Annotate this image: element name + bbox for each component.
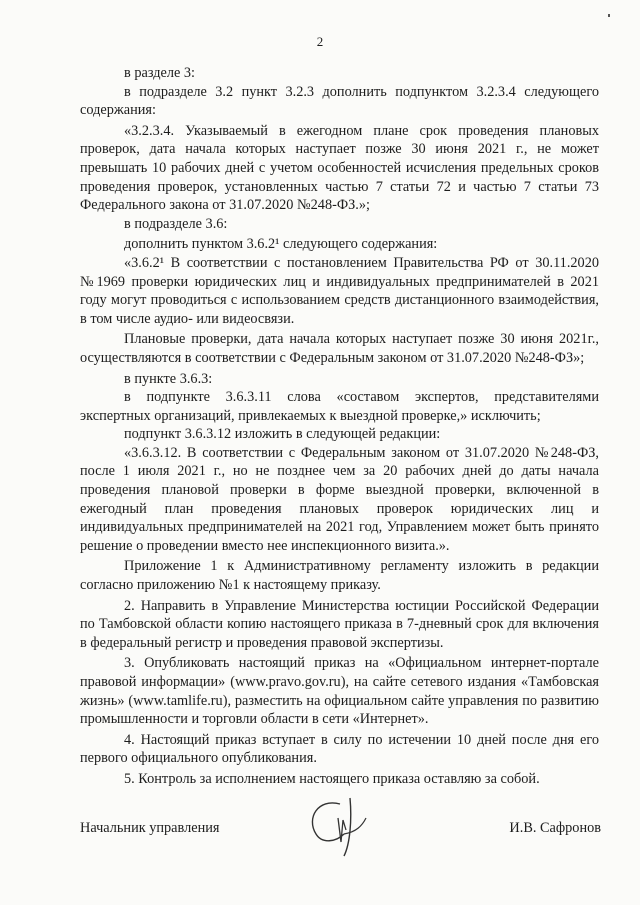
paragraph-section-3: в разделе 3: <box>124 65 196 81</box>
paragraph-item-5: 5. Контроль за исполнением настоящего приказа оставляю за собой. <box>124 770 540 787</box>
paragraph-planned-inspections: Плановые проверки, дата начала которых наступает позже 30 июня 2021г., осуществляются в соответствии с Федеральным законом от 31.07.2020 №248-ФЗ»; <box>80 331 599 366</box>
paragraph-3-6-3-12-text: «3.6.3.12. В соответствии с Федеральным законом от 31.07.2020 №248-ФЗ, после 1 июля 2021 г., но не позднее чем за 20 рабочих дней до даты начала проведения плановой проверки в форме выездной проверки, включенной в ежегодный план проведения плановых проверок юридических лиц и индивидуальных предпринимателей на 2021 год, Управлением может быть принято решение о проведении вместо нее инспекционного визита.». <box>80 444 599 554</box>
page-number: 2 <box>316 34 324 49</box>
paragraph-appendix-1: Приложение 1 к Административному регламенту изложить в редакции согласно приложению №1 к настоящему приказу. <box>80 558 599 594</box>
paragraph-3-6-2-text: «3.6.2¹ В соответствии с постановлением Правительства РФ от 30.11.2020 №1969 проверки юридических лиц и индивидуальных предпринимателей в 2021 году могут проводиться с использованием средств дистанционного взаимодействия, в том числе аудио- или видеосвязи. <box>80 254 599 327</box>
paragraph-3-6-3-12-intro: подпункт 3.6.3.12 изложить в следующей редакции: <box>124 426 441 443</box>
scan-speck <box>608 14 610 17</box>
signatory-name: И.В. Сафронов <box>509 820 601 836</box>
paragraph-3-6-3-11: в подпункте 3.6.3.11 слова «составом экспертов, представителями экспертных организаций, привлекаемых к выездной проверке,» исключить; <box>80 389 599 424</box>
document-body <box>80 64 599 789</box>
handwritten-signature <box>300 790 380 860</box>
paragraph-add-3-6-2: дополнить пунктом 3.6.2¹ следующего содержания: <box>124 236 438 253</box>
paragraph-item-4: 4. Настоящий приказ вступает в силу по истечении 10 дней после дня его первого официального опубликования. <box>80 731 599 767</box>
paragraph-item-2: 2. Направить в Управление Министерства юстиции Российской Федерации по Тамбовской области копию настоящего приказа в 7-дневный срок для включения в федеральный регистр и проведения правовой экспертизы. <box>80 597 599 651</box>
paragraph-point-3-6-3: в пункте 3.6.3: <box>124 370 213 387</box>
paragraph-3-2-3-4: «3.2.3.4. Указываемый в ежегодном плане срок проведения плановых проверок, дата начала которых наступает позже 30 июня 2021 г., не может превышать 10 рабочих дней с учетом особенностей исчисления предельных сроков проведения проверок, установленных частью 7 статьи 72 и частью 7 статьи 73 Федерального закона от 31.07.2020 №248-ФЗ.»; <box>80 122 599 214</box>
signatory-position: Начальник управления <box>80 820 220 836</box>
paragraph-item-3: 3. Опубликовать настоящий приказ на «Официальном интернет-портале правовой информации» (www.pravo.gov.ru), на сайте сетевого издания «Тамбовская жизнь» (www.tamlife.ru), разместить на официальном сайте управления по развитию промышленности и торговли области в сети «Интернет». <box>80 655 599 728</box>
paragraph-subsection-3-6: в подразделе 3.6: <box>124 215 228 232</box>
paragraph-subsection-3-2: в подразделе 3.2 пункт 3.2.3 дополнить подпунктом 3.2.3.4 следующего содержания: <box>80 83 599 119</box>
